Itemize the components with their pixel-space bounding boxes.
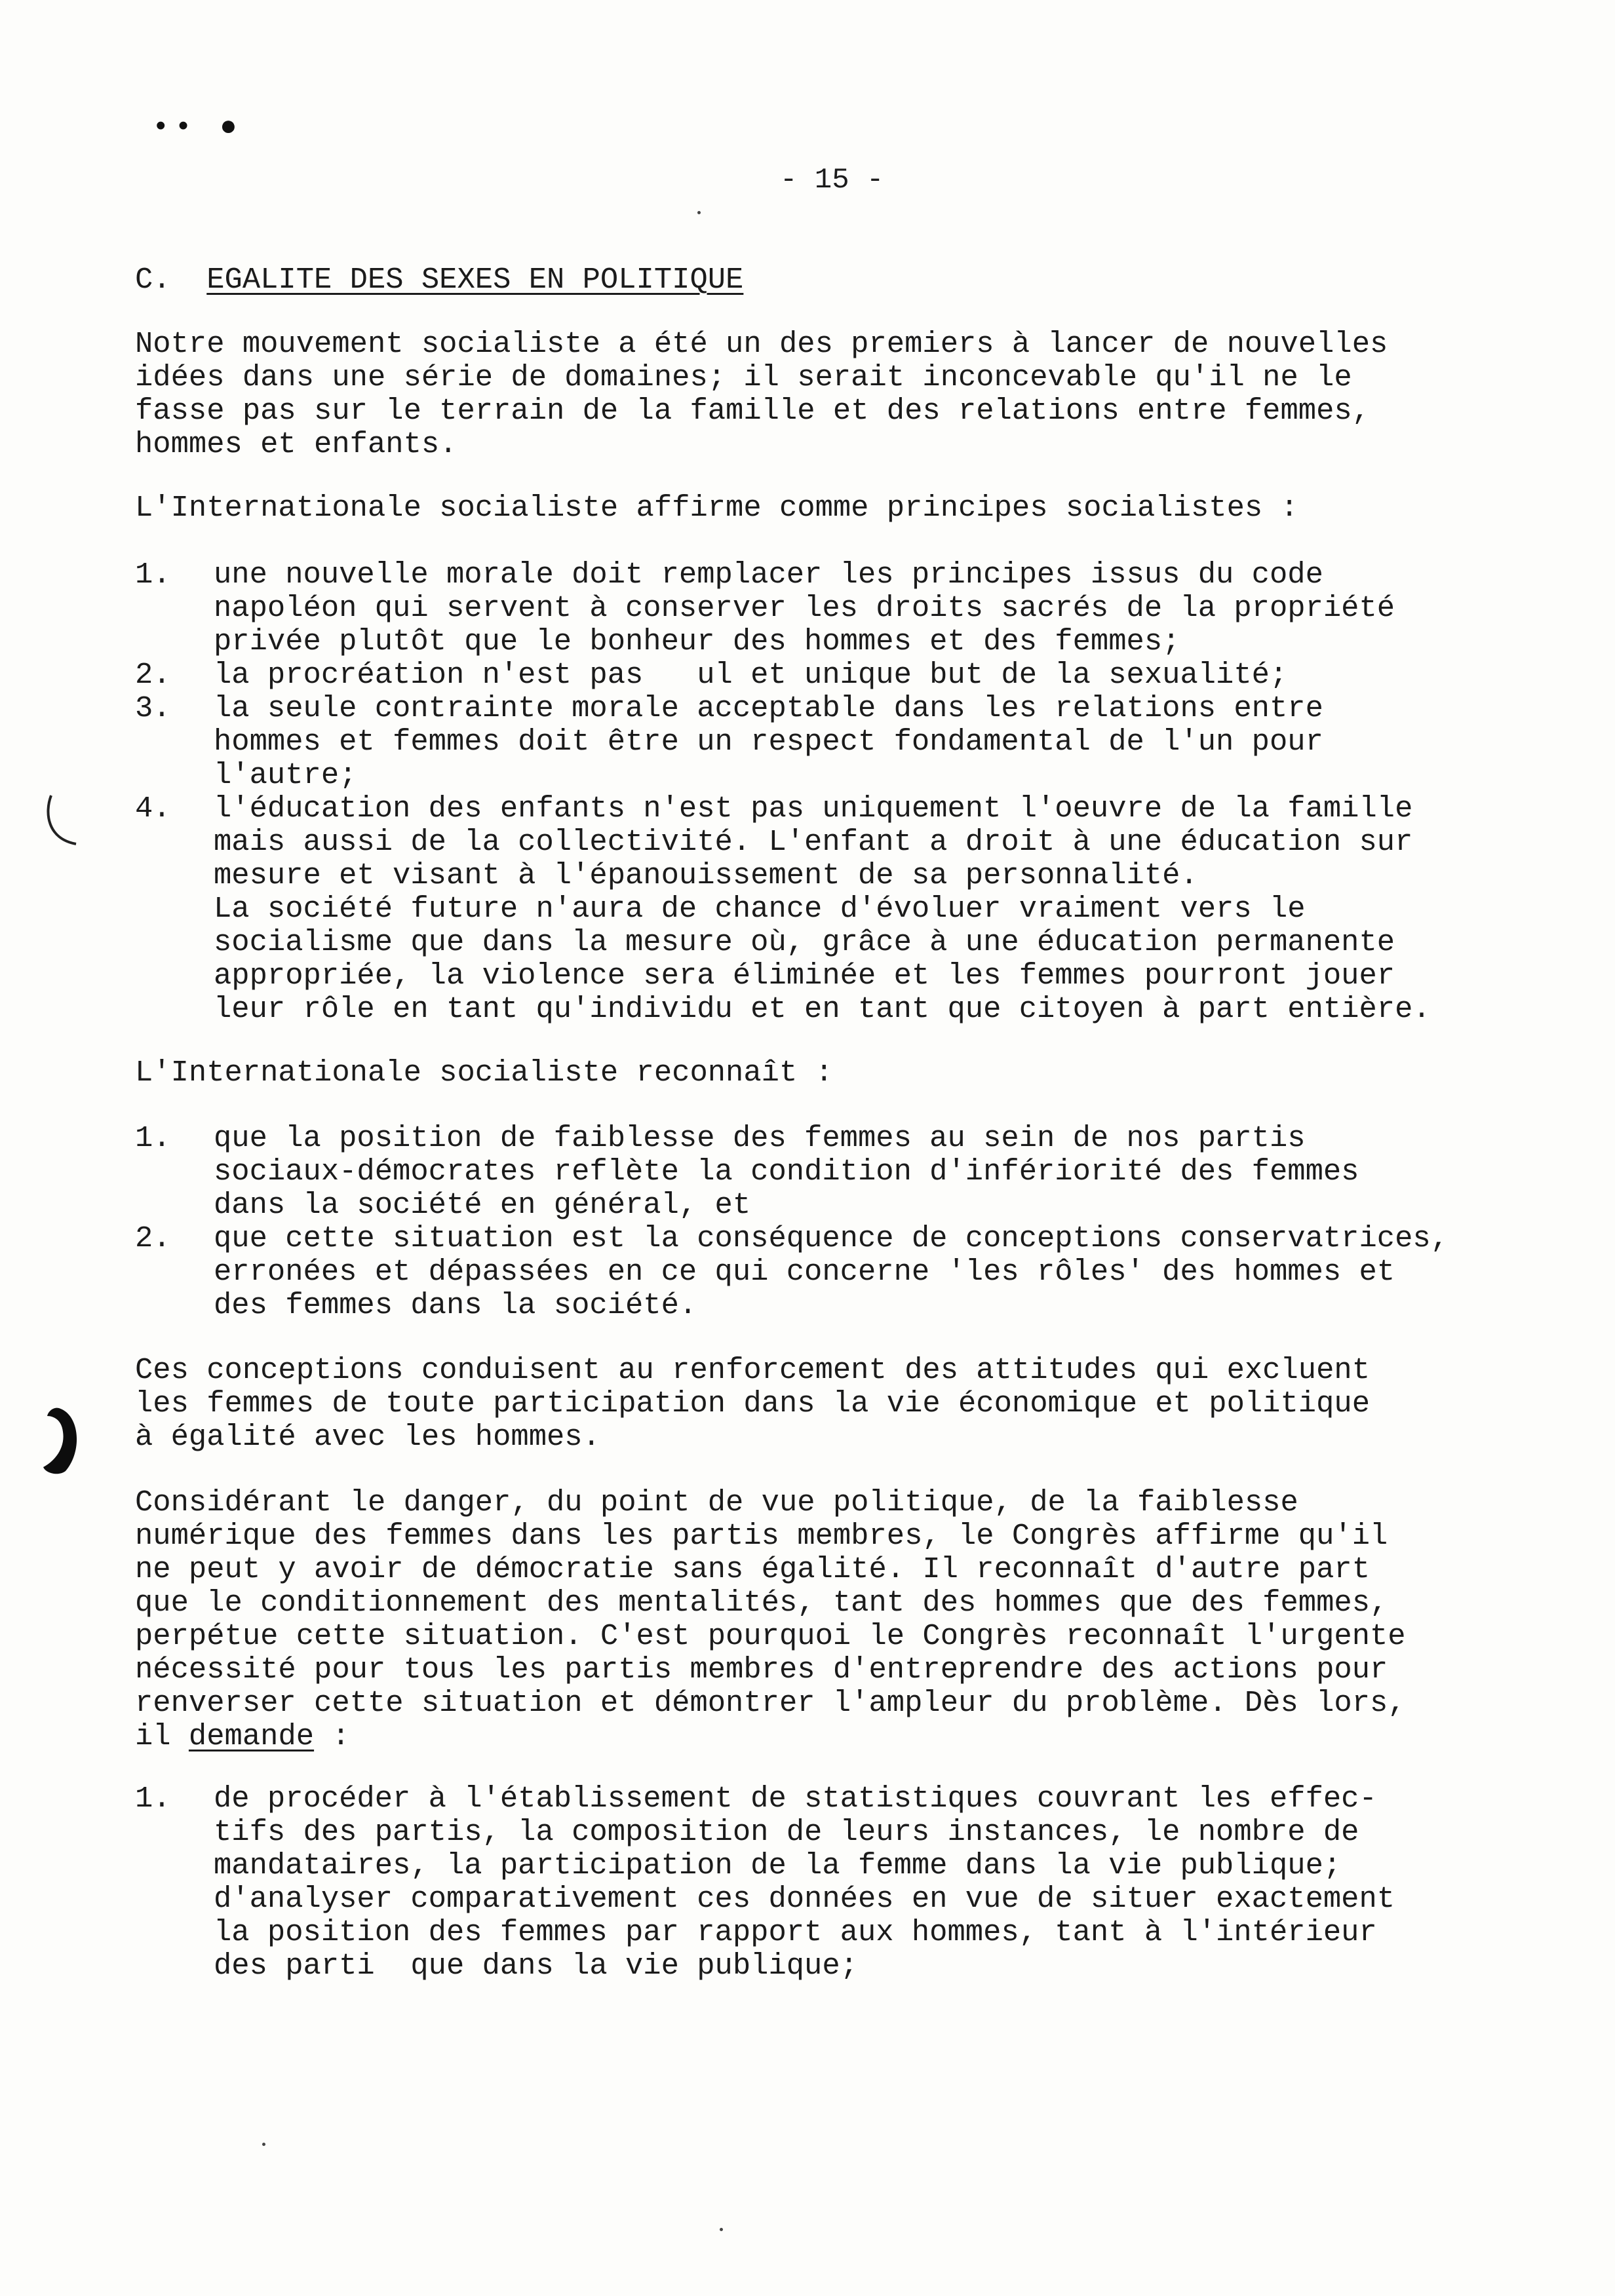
list-item-text: la procréation n'est pas ul et unique but de la sexualité; bbox=[214, 658, 1288, 692]
top-left-marks: •• ● bbox=[152, 111, 243, 144]
page-number: - 15 - bbox=[780, 164, 884, 197]
list-item-text: de procéder à l'établissement de statistiques couvrant les effec- tifs des partis, la composition de leurs instances, le nombre de mandataires, la participation de la femme dans la vie publique; d'analyser comparativement ces données en vue de situer exactement la position des femmes par rapport aux hommes, tant à l'intérieur des parti que dans la vie publique; bbox=[214, 1782, 1395, 1983]
section-letter: C. bbox=[135, 263, 171, 297]
section-title: EGALITE DES SEXES EN POLITIQUE bbox=[206, 263, 744, 297]
paper-speck bbox=[720, 2228, 723, 2231]
list-item-number: 3. bbox=[135, 691, 171, 725]
list-item-number: 2. bbox=[135, 1221, 171, 1255]
list-item-number: 2. bbox=[135, 658, 171, 692]
principles-list bbox=[135, 558, 1577, 1026]
margin-punch-hole-mark bbox=[39, 1406, 85, 1478]
list-item-text: une nouvelle morale doit remplacer les principes issus du code napoléon qui servent à conserver les droits sacrés de la propriété privée plutôt que le bonheur des hommes et des femmes; bbox=[214, 558, 1395, 659]
recognizes-intro: L'Internationale socialiste reconnaît : bbox=[135, 1056, 833, 1090]
list-item bbox=[135, 1782, 1577, 1983]
list-item-number: 1. bbox=[135, 1782, 171, 1816]
intro-paragraph: Notre mouvement socialiste a été un des premiers à lancer de nouvelles idées dans une série de domaines; il serait inconcevable qu'il ne le fasse pas sur le terrain de la famille et des relations entre femmes, hommes et enfants. bbox=[135, 327, 1388, 461]
list-item-text: l'éducation des enfants n'est pas uniquement l'oeuvre de la famille mais aussi de la collectivité. L'enfant a droit à une éducation sur mesure et visant à l'épanouissement de sa personnalité. La société future n'aura de chance d'évoluer vraiment vers le socialisme que dans la mesure où, grâce à une éducation permanente appropriée, la violence sera éliminée et les femmes pourront jouer leur rôle en tant qu'individu et en tant que citoyen à part entière. bbox=[214, 792, 1431, 1026]
list-item bbox=[135, 792, 1577, 1026]
list-item-number: 4. bbox=[135, 792, 171, 826]
considering-paragraph bbox=[135, 1486, 1564, 1753]
paper-speck bbox=[262, 2143, 265, 2146]
conceptions-paragraph: Ces conceptions conduisent au renforcement des attitudes qui excluent les femmes de toute participation dans la vie économique et politique à égalité avec les hommes. bbox=[135, 1353, 1371, 1454]
considering-last-suffix: : bbox=[314, 1719, 350, 1753]
considering-text: Considérant le danger, du point de vue politique, de la faiblesse numérique des femmes dans les partis membres, le Congrès affirme qu'il ne peut y avoir de démocratie sans égalité. Il reconnaît d'autre part que le conditionnement des mentalités, tant des hommes que des femmes, perpétue cette situation. C'est pourquoi le Congrès reconnaît l'urgente nécessité pour tous les partis membres d'entreprendre des actions pour renverser cette situation et démontrer l'ampleur du problème. Dès lors, bbox=[135, 1485, 1406, 1720]
considering-last-prefix: il bbox=[135, 1719, 189, 1753]
principles-intro: L'Internationale socialiste affirme comme principes socialistes : bbox=[135, 491, 1298, 525]
section-heading bbox=[135, 263, 743, 297]
list-item-number: 1. bbox=[135, 558, 171, 592]
list-item-number: 1. bbox=[135, 1121, 171, 1155]
demands-list bbox=[135, 1782, 1577, 1983]
list-item bbox=[135, 659, 1577, 692]
list-item-text: que cette situation est la conséquence de conceptions conservatrices, erronées et dépassées en ce qui concerne 'les rôles' des hommes et des femmes dans la société. bbox=[214, 1221, 1449, 1322]
list-item bbox=[135, 692, 1577, 792]
list-item bbox=[135, 558, 1577, 659]
recognizes-list bbox=[135, 1122, 1577, 1322]
list-item-text: que la position de faiblesse des femmes au sein de nos partis sociaux-démocrates reflète la condition d'infériorité des femmes dans la société en général, et bbox=[214, 1121, 1359, 1222]
demande-word: demande bbox=[188, 1719, 315, 1753]
list-item-text: la seule contrainte morale acceptable dans les relations entre hommes et femmes doit être un respect fondamental de l'un pour l'autre; bbox=[214, 691, 1323, 792]
margin-curve-mark bbox=[43, 793, 96, 852]
list-item bbox=[135, 1222, 1577, 1322]
paper-speck bbox=[697, 211, 701, 214]
list-item bbox=[135, 1122, 1577, 1222]
